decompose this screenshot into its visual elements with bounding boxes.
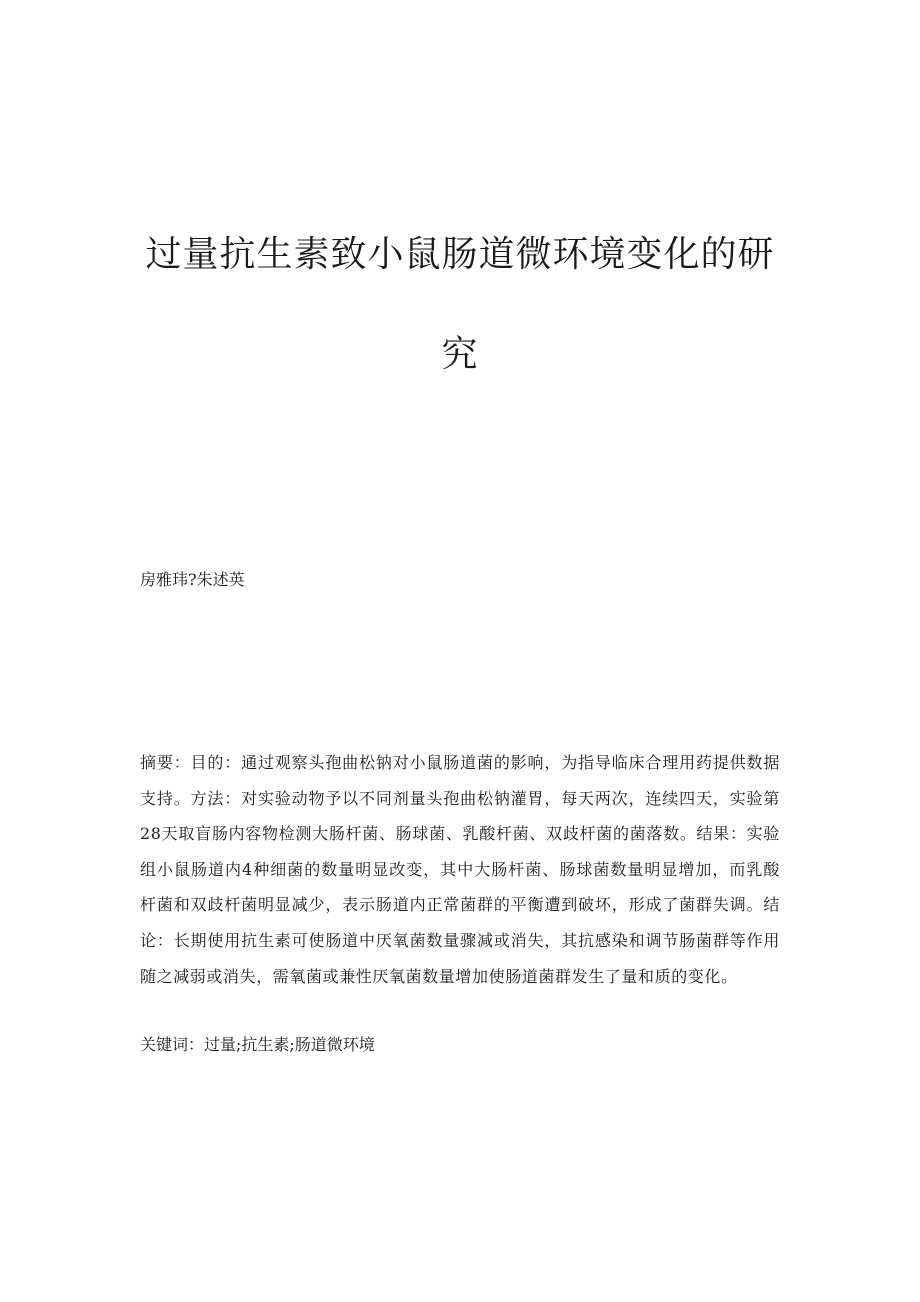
- author-line: 房雅玮?朱述英: [140, 570, 245, 589]
- keywords-line: 关键词：过量;抗生素;肠道微环境: [140, 1035, 375, 1054]
- abstract-paragraph: 摘要：目的：通过观察头孢曲松钠对小鼠肠道菌的影响，为指导临床合理用药提供数据支持。方法：对实验动物予以不同剂量头孢曲松钠灌胃，每天两次，连续四天，实验第28天取盲肠内容物检测大肠杆菌、肠球菌、乳酸杆菌、双歧杆菌的菌落数。结果：实验组小鼠肠道内4种细菌的数量明显改变，其中大肠杆菌、肠球菌数量明显增加，而乳酸杆菌和双歧杆菌明显减少，表示肠道内正常菌群的平衡遭到破坏，形成了菌群失调。结论：长期使用抗生素可使肠道中厌氧菌数量骤减或消失，其抗感染和调节肠菌群等作用随之减弱或消失，需氧菌或兼性厌氧菌数量增加使肠道菌群发生了量和质的变化。: [140, 753, 780, 986]
- paper-title: 过量抗生素致小鼠肠道微环境变化的研究: [145, 234, 775, 375]
